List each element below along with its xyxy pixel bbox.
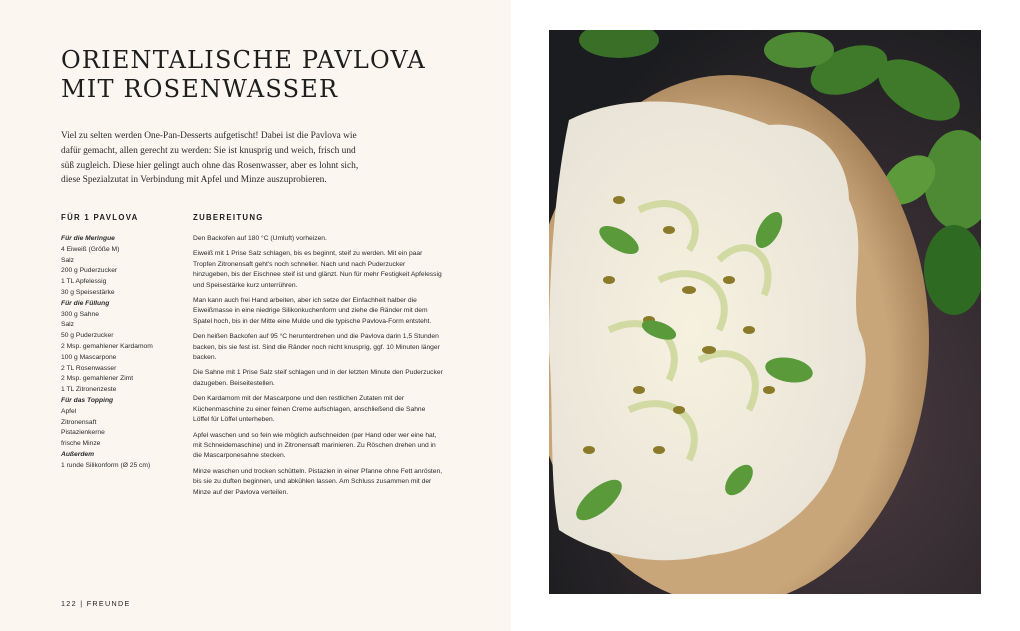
ingredient-item: 1 TL Apfelessig xyxy=(61,278,107,286)
ingredient-item: 100 g Mascarpone xyxy=(61,353,117,361)
ingredient-item: Pistazienkerne xyxy=(61,429,105,437)
ingredient-section-title: Für die Füllung xyxy=(61,299,110,307)
pavlova-illustration xyxy=(549,30,981,594)
ingredient-item: 30 g Speisestärke xyxy=(61,288,115,296)
ingredients-heading: FÜR 1 PAVLOVA xyxy=(61,213,139,222)
ingredient-item: 1 runde Silikonform (Ø 25 cm) xyxy=(61,461,151,469)
right-page xyxy=(511,0,1020,631)
preparation-step: Apfel waschen und so fein wie möglich aufschneiden (per Hand oder wer eine hat, mit Schneidemaschine) und in Zitronensaft marinieren. Zu Röschen drehen und in die Mascarponesahne stecken. xyxy=(193,431,437,460)
ingredient-item: 2 TL Rosenwasser xyxy=(61,364,117,372)
ingredient-section-title: Für die Meringue xyxy=(61,235,115,242)
footer-section: FREUNDE xyxy=(86,599,131,608)
pavlova-photo xyxy=(549,30,981,594)
ingredient-item: 4 Eiweiß (Größe M) xyxy=(61,245,120,253)
ingredient-item: Zitronensaft xyxy=(61,418,97,426)
recipe-title xyxy=(61,46,426,104)
title-line-1: ORIENTALISCHE PAVLOVA xyxy=(61,46,426,74)
footer-separator: | xyxy=(80,599,84,608)
preparation-step: Den Kardamom mit der Mascarpone und den restlichen Zutaten mit der Küchenmaschine zu einer feinen Creme aufschlagen, anschließend die Sahne Löffel für Löffel unterheben. xyxy=(193,395,426,424)
ingredient-item: 2 Msp. gemahlener Kardamom xyxy=(61,342,153,350)
preparation-step: Den Backofen auf 180 °C (Umluft) vorheizen. xyxy=(193,235,327,242)
ingredients-list xyxy=(61,234,179,472)
ingredient-item: 50 g Puderzucker xyxy=(61,332,114,340)
ingredient-item: 200 g Puderzucker xyxy=(61,267,118,275)
page-number: 122 xyxy=(61,599,77,608)
preparation-step: Eiweiß mit 1 Prise Salz schlagen, bis es beginnt, steif zu werden. Mit ein paar Tropfen Zitronensaft geht's noch schneller. Nach und nach Puderzucker hinzugeben, bis der Eischnee steif ist und glänzt. Nun für mehr Festigkeit Apfelessig und Speisestärke kurz unterrühren. xyxy=(193,250,442,289)
preparation-step: Den heißen Backofen auf 95 °C herunterdrehen und die Pavlova darin 1,5 Stunden backen, bis sie fest ist. Sind die Ränder noch nicht knusprig, ggf. 10 Minuten länger backen. xyxy=(193,333,440,362)
ingredient-section-title: Für das Topping xyxy=(61,396,114,404)
preparation-step: Man kann auch frei Hand arbeiten, aber ich setze der Einfachheit halber die Eiweißmasse in eine niedrige Silikonkuchenform und ziehe die Ränder mit dem Spatel hoch, bis in der Mitte eine Mulde und die typische Pavlova-Form entsteht. xyxy=(193,297,432,325)
ingredient-item: 2 Msp. gemahlener Zimt xyxy=(61,375,134,383)
ingredients-column xyxy=(61,213,179,472)
ingredient-item: Salz xyxy=(61,321,75,329)
ingredient-item: Apfel xyxy=(61,407,77,415)
title-line-2: MIT ROSENWASSER xyxy=(61,75,339,103)
preparation-step: Die Sahne mit 1 Prise Salz steif schlagen und in der letzten Minute den Puderzucker dazugeben. Beiseitestellen. xyxy=(193,369,443,387)
preparation-heading: ZUBEREITUNG xyxy=(193,213,264,222)
ingredient-item: Salz xyxy=(61,256,75,264)
ingredient-item: 300 g Sahne xyxy=(61,310,99,318)
preparation-steps xyxy=(193,234,443,498)
preparation-step: Minze waschen und trocken schütteln. Pistazien in einer Pfanne ohne Fett anrösten, bis sie zu duften beginnen, und abkühlen lassen. Am Schluss zusammen mit der Minze auf der Pavlova verteilen. xyxy=(193,467,443,496)
ingredient-item: frische Minze xyxy=(61,440,101,448)
recipe-intro: Viel zu selten werden One-Pan-Desserts aufgetischt! Dabei ist die Pavlova wie dafür gemacht, allen gerecht zu werden: Sie ist knusprig und weich, frisch und süß zugleich. Diese hier gelingt auch ohne das Rosenwasser, aber es lohnt sich, diese Spezialzutat in Verbindung mit Apfel und Minze auszuprobieren. xyxy=(61,131,359,186)
ingredient-section-title: Außerdem xyxy=(61,450,95,458)
ingredient-item: 1 TL Zitronenzeste xyxy=(61,386,117,394)
preparation-column xyxy=(193,213,443,503)
page-footer xyxy=(61,599,131,608)
